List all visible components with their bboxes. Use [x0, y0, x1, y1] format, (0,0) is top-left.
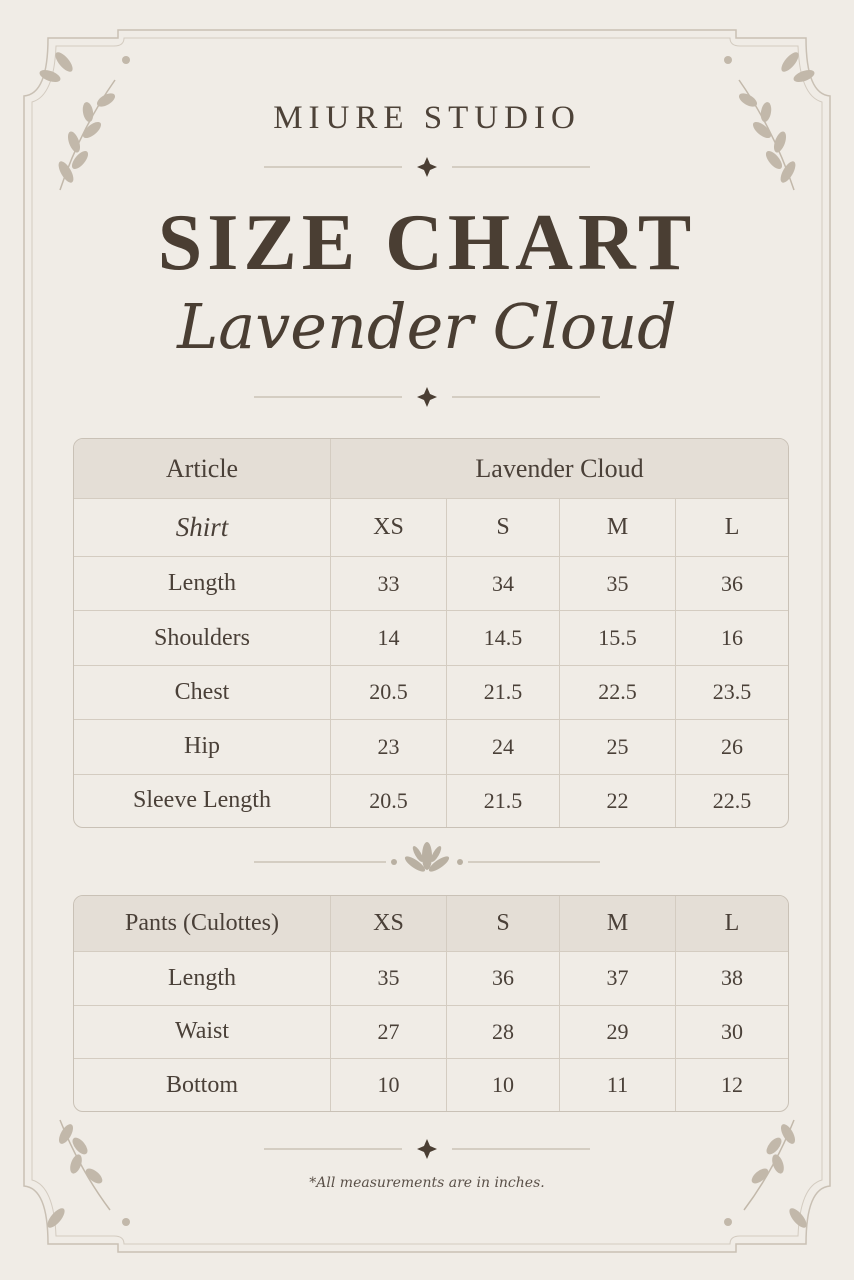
cell-value: 21.5 [447, 666, 560, 720]
size-header-row [74, 896, 788, 952]
collection-name: Lavender Cloud [177, 290, 677, 363]
cell-value: 34 [447, 557, 560, 611]
table-row [74, 666, 788, 720]
cell-value: 23 [331, 720, 447, 774]
size-m: M [560, 499, 676, 557]
cell-value: 10 [331, 1059, 447, 1111]
row-label: Shoulders [74, 611, 331, 665]
table-row [74, 775, 788, 828]
cell-value: 20.5 [331, 775, 447, 828]
cell-value: 24 [447, 720, 560, 774]
table-row [74, 1006, 788, 1060]
divider-bottom-icon [264, 1139, 590, 1159]
page-title: SIZE CHART [157, 199, 697, 287]
divider-subtitle-icon [254, 387, 600, 407]
cell-value: 15.5 [560, 611, 676, 665]
pants-size-table [73, 895, 789, 1112]
cell-value: 16 [676, 611, 788, 665]
collection-header: Lavender Cloud [331, 439, 788, 499]
cell-value: 30 [676, 1006, 788, 1060]
cell-value: 11 [560, 1059, 676, 1111]
cell-value: 12 [721, 1072, 743, 1098]
cell-value: 36 [676, 557, 788, 611]
cell-value: 20.5 [331, 666, 447, 720]
cell-value: 23.5 [676, 666, 788, 720]
row-label: Length [74, 557, 331, 611]
size-xs: XS [331, 499, 447, 557]
cell-value: 26 [676, 720, 788, 774]
size-m: M [560, 896, 676, 952]
cell-value: 27 [331, 1006, 447, 1060]
size-s: S [447, 896, 560, 952]
shirt-size-table [73, 438, 789, 828]
cell-value: 14.5 [447, 611, 560, 665]
cell-value: 22.5 [712, 787, 752, 813]
cell-value: 25 [560, 720, 676, 774]
measurement-note: *All measurements are in inches. [309, 1175, 545, 1191]
size-s: S [447, 499, 560, 557]
row-label: Bottom [74, 1059, 331, 1111]
cell-value: 38 [676, 952, 788, 1006]
cell-value: 28 [447, 1006, 560, 1060]
table-row [74, 611, 788, 665]
row-label: Chest [74, 666, 331, 720]
cell-value: 33 [331, 557, 447, 611]
table-row [74, 557, 788, 611]
cell-value: 35 [331, 952, 447, 1006]
cell-value: 36 [447, 952, 560, 1006]
cell-value: 22.5 [560, 666, 676, 720]
article-header: Article [74, 439, 331, 499]
size-l: L [676, 896, 788, 952]
cell-value: 10 [447, 1059, 560, 1111]
cell-value: 14 [331, 611, 447, 665]
brand-name: MIURE STUDIO [273, 100, 581, 136]
cell-value: 21.5 [447, 775, 560, 828]
cell-value: 35 [560, 557, 676, 611]
table-row [74, 720, 788, 774]
size-xs: XS [331, 896, 447, 952]
row-label: Waist [74, 1006, 331, 1060]
size-header-row [74, 499, 788, 557]
shirt-label: Shirt [74, 499, 331, 557]
row-label: Length [74, 952, 331, 1006]
table-row [74, 1059, 788, 1111]
table-row [74, 952, 788, 1006]
cell-value: 29 [560, 1006, 676, 1060]
pants-label: Pants (Culottes) [74, 896, 331, 952]
row-label: Sleeve Length [74, 775, 331, 828]
row-label: Hip [74, 720, 331, 774]
divider-leaf-icon [254, 842, 600, 874]
cell-value: 22 [560, 775, 676, 828]
divider-brand-icon [264, 157, 590, 177]
size-l: L [676, 499, 788, 557]
table-header-row [74, 439, 788, 499]
cell-value: 37 [560, 952, 676, 1006]
